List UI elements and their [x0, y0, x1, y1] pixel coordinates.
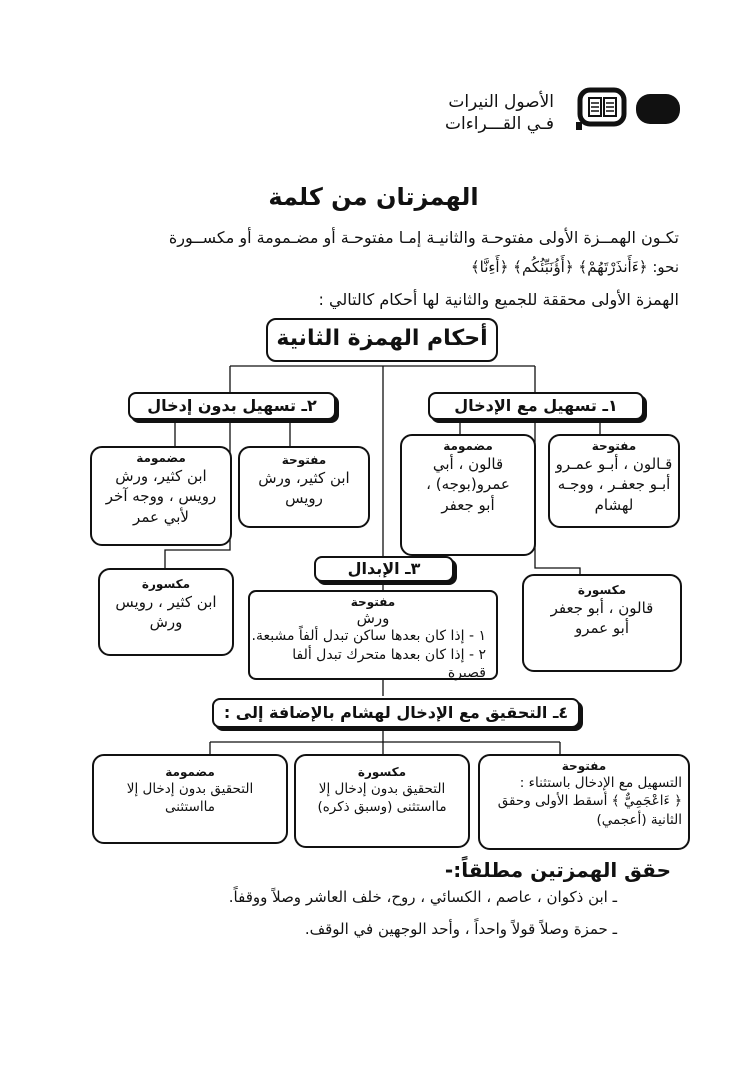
branch1-madmuma-box — [400, 434, 536, 556]
root-node: أحكام الهمزة الثانية — [266, 318, 498, 362]
intro-line2: نحو: ﴿ءَأَنذَرْتَهُمْ﴾ ﴿أَؤُنَبِّئُكُم﴾ ﴿أَءِنَّا﴾ — [470, 258, 679, 276]
branch1-maksura-box — [522, 574, 682, 672]
branch1-maftuha-text: قـالون ، أبـو عمـرو أبـو جعفـر ، ووجـه لهشام — [555, 455, 673, 514]
absolute-line2: ـ حمزة وصلاً قولاً واحداً ، وأحد الوجهين في الوقف. — [304, 920, 617, 938]
branch3-header: ٣ـ الإبدال — [314, 556, 454, 582]
branch2-maftuha-text: ابن كثير، ورش رويس — [258, 469, 350, 508]
branch2-maksura-label: مكسورة — [141, 577, 191, 591]
intro-line1: تكـون الهمــزة الأولى مفتوحـة والثانيـة إمـا مفتوحـة أو مضـمومة أو مكســورة — [168, 228, 679, 247]
branch2-madmuma-label: مضمومة — [136, 451, 186, 465]
absolute-heading: حقق الهمزتين مطلقاً:- — [444, 858, 671, 882]
page-title: الهمزتان من كلمة — [268, 183, 479, 211]
branch2-maksura-text: ابن كثير ، رويس ورش — [115, 593, 217, 632]
branch2-madmuma-box — [90, 446, 232, 546]
branch4-maftuha-text: التسهيل مع الإدخال باستثناء : ﴿ ءَاعْجَمِيٌّ ﴾ أسقط الأولى وحقق الثانية (أعجمي) — [497, 775, 682, 828]
branch1-maksura-text: قالون ، أبو جعفر أبو عمرو — [550, 599, 654, 638]
book-title-line2: فـي القـــراءات — [445, 114, 554, 134]
branch1-header: ١ـ تسهيل مع الإدخال — [428, 392, 644, 420]
branch2-maftuha-box — [238, 446, 370, 528]
branch4-maksura-box — [294, 754, 470, 848]
branch3-maftuha-label: مفتوحة — [350, 595, 396, 609]
branch4-maksura-text: التحقيق بدون إدخال إلا مااستثنى (وسبق ذكره) — [317, 781, 447, 816]
branch4-maftuha-label: مفتوحة — [561, 759, 607, 773]
book-title-line1: الأصول النيرات — [448, 92, 554, 112]
branch2-maftuha-label: مفتوحة — [281, 453, 327, 467]
branch3-maftuha-reader: ورش — [356, 609, 390, 628]
branch2-maksura-box — [98, 568, 234, 656]
branch4-madmuma-text: التحقيق بدون إدخال إلا مااستثنى — [126, 781, 254, 816]
branch4-maftuha-box — [478, 754, 690, 850]
intro-line3: الهمزة الأولى محققة للجميع والثانية لها أحكام كالتالي : — [318, 290, 679, 309]
branch3-rule1: ١ - إذا كان بعدها ساكن تبدل ألفاً مشبعة. — [251, 627, 486, 644]
branch1-madmuma-label: مضمومة — [443, 439, 493, 453]
branch2-header: ٢ـ تسهيل بدون إدخال — [128, 392, 336, 420]
branch4-maksura-label: مكسورة — [357, 765, 407, 779]
branch4-madmuma-box — [92, 754, 288, 844]
branch1-maftuha-label: مفتوحة — [591, 439, 637, 453]
branch4-header: ٤ـ التحقيق مع الإدخال لهشام بالإضافة إلى : — [212, 698, 580, 728]
branch1-madmuma-text: قالون ، أبي عمرو(بوجه) ، أبو جعفر — [426, 455, 510, 514]
branch3-maftuha-box — [248, 590, 498, 680]
absolute-line1: ـ ابن ذكوان ، عاصم ، الكسائي ، روح، خلف العاشر وصلاً ووقفاً. — [228, 888, 617, 906]
branch4-madmuma-label: مضمومة — [165, 765, 215, 779]
branch2-madmuma-text: ابن كثير، ورش رويس ، ووجه آخر لأبي عمر — [105, 467, 217, 526]
branch1-maftuha-box — [548, 434, 680, 528]
branch3-rule2: ٢ - إذا كان بعدها متحرك تبدل ألفا قصيرة — [292, 646, 486, 682]
branch1-maksura-label: مكسورة — [577, 583, 627, 597]
